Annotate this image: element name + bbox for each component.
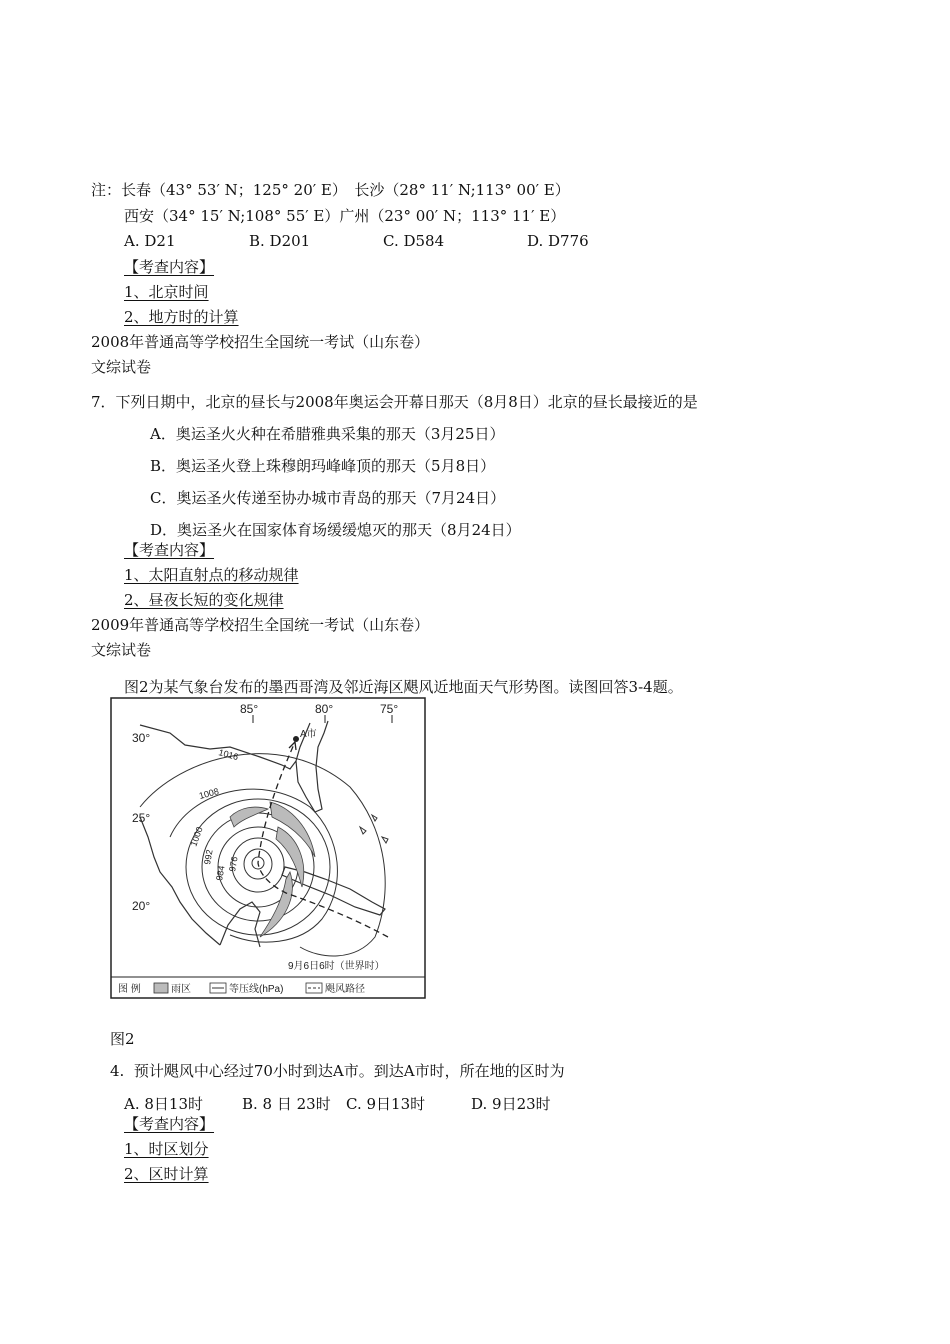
- lat-label-20: 20°: [132, 899, 151, 913]
- time-label: 9月6日6时（世界时）: [288, 961, 385, 972]
- content-heading-2: 【考查内容】: [124, 541, 215, 559]
- q4-options: [124, 1094, 551, 1114]
- legend-rain: 雨区: [171, 984, 191, 995]
- q7-option-d: D．奥运圣火在国家体育场缓缓熄灭的那天（8月24日）: [150, 521, 521, 539]
- city-a-marker: [293, 736, 299, 742]
- isobar-label-976: 976: [227, 855, 240, 873]
- q4-option-c: C. 9日13时: [346, 1095, 426, 1113]
- legend-track: 飓风路径: [325, 984, 365, 995]
- q7-stem: 7．下列日期中，北京的昼长与2008年奥运会开幕日那天（8月8日）北京的昼长最接近的是: [91, 393, 698, 411]
- lon-label-75: 75°: [380, 702, 399, 716]
- option-c: C. D584: [383, 232, 445, 250]
- q7-option-a: A．奥运圣火火种在希腊雅典采集的那天（3月25日）: [150, 425, 505, 443]
- content-point-3-1: 1、时区划分: [124, 1140, 209, 1158]
- content-point-3-2: 2、区时计算: [124, 1165, 209, 1183]
- hurricane-weather-map: [110, 697, 426, 1001]
- figure-caption: 图2: [110, 1030, 135, 1048]
- legend-isobar: 等压线(hPa): [229, 984, 284, 995]
- isobar-label-1008: 1008: [197, 786, 220, 801]
- isobar-label-984: 984: [214, 864, 227, 882]
- legend-title: 图 例: [118, 984, 141, 995]
- exam-title-2008: 2008年普通高等学校招生全国统一考试（山东卷）: [91, 333, 430, 351]
- train-options: [124, 231, 589, 251]
- option-d: D. D776: [527, 232, 589, 250]
- note-row-2: 西安（34° 15′ N;108° 55′ E）广州（23° 00′ N；113° 11′ E）: [124, 207, 566, 225]
- content-point-2-2: 2、昼夜长短的变化规律: [124, 591, 284, 609]
- city-a-label: A市: [300, 729, 317, 740]
- q4-option-d: D. 9日23时: [471, 1095, 551, 1113]
- content-point-1-2: 2、地方时的计算: [124, 308, 239, 326]
- q4-option-b: B. 8 日 23时: [242, 1095, 331, 1113]
- paper-title-2008: 文综试卷: [91, 358, 152, 376]
- q7-option-b: B．奥运圣火登上珠穆朗玛峰峰顶的那天（5月8日）: [150, 457, 496, 475]
- isobar-label-992: 992: [202, 848, 215, 866]
- isobar-label-1000: 1000: [188, 825, 205, 848]
- q4-option-a: A. 8日13时: [124, 1095, 203, 1113]
- exam-title-2009: 2009年普通高等学校招生全国统一考试（山东卷）: [91, 616, 430, 634]
- option-b: B. D201: [249, 232, 311, 250]
- paper-title-2009: 文综试卷: [91, 641, 152, 659]
- figure-intro: 图2为某气象台发布的墨西哥湾及邻近海区飓风近地面天气形势图。读图回答3-4题。: [124, 678, 683, 696]
- lat-label-30: 30°: [132, 731, 151, 745]
- content-point-2-1: 1、太阳直射点的移动规律: [124, 566, 299, 584]
- q4-stem: 4. 预计飓风中心经过70小时到达A市。到达A市时，所在地的区时为: [110, 1062, 565, 1080]
- content-point-1-1: 1、北京时间: [124, 283, 209, 301]
- content-heading-3: 【考查内容】: [124, 1115, 215, 1133]
- option-a: A. D21: [124, 232, 176, 250]
- lon-label-80: 80°: [315, 702, 334, 716]
- legend-rain-swatch: [154, 983, 168, 993]
- note-prefix: 注：: [91, 181, 122, 199]
- note-cities-1: 长春（43° 53′ N；125° 20′ E） 长沙（28° 11′ N;113° 00′ E）: [121, 181, 570, 199]
- q7-option-c: C．奥运圣火传递至协办城市青岛的那天（7月24日）: [150, 489, 506, 507]
- isobar-label-1016: 1016: [217, 747, 240, 763]
- lon-label-85: 85°: [240, 702, 259, 716]
- note-row-1: [91, 180, 570, 200]
- lat-label-25: 25°: [132, 811, 151, 825]
- content-heading-1: 【考查内容】: [124, 258, 215, 276]
